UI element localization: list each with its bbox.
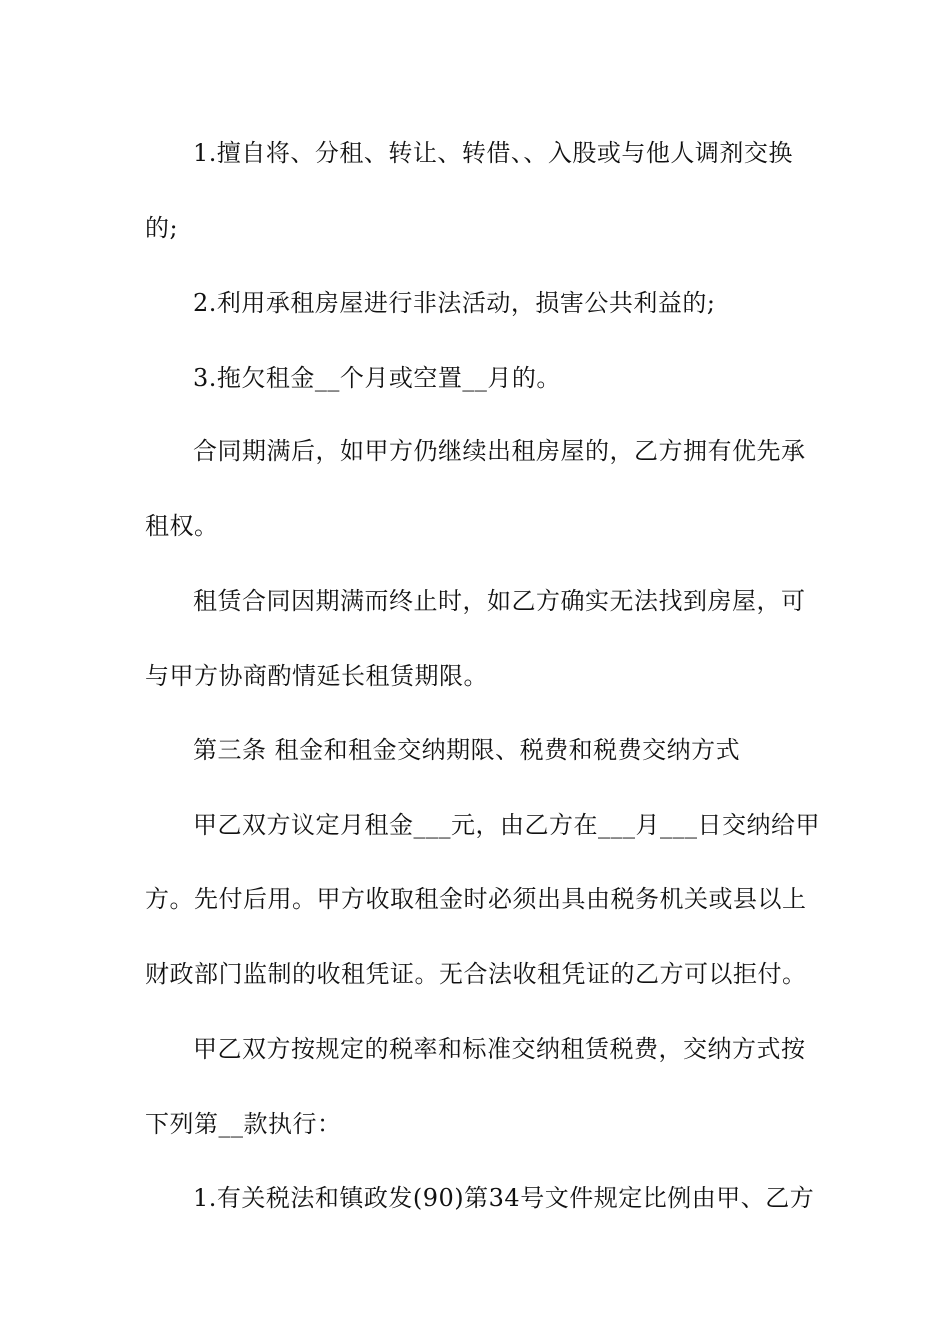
paragraph-renewal-line-1: 合同期满后，如甲方仍继续出租房屋的，乙方拥有优先承 — [193, 437, 806, 465]
clause-item-1-line-2: 的; — [145, 214, 179, 242]
paragraph-rent-line-1: 甲乙双方议定月租金___元，由乙方在___月___日交纳给甲 — [193, 811, 820, 839]
paragraph-extension-line-2: 与甲方协商酌情延长租赁期限。 — [145, 662, 488, 690]
paragraph-renewal-line-2: 租权。 — [145, 512, 219, 540]
paragraph-tax-line-1: 甲乙双方按规定的税率和标准交纳租赁税费，交纳方式按 — [193, 1035, 806, 1063]
paragraph-rent-line-3: 财政部门监制的收租凭证。无合法收租凭证的乙方可以拒付。 — [145, 960, 807, 988]
article-three-heading: 第三条 租金和租金交纳期限、税费和税费交纳方式 — [193, 736, 741, 764]
paragraph-rent-line-2: 方。先付后用。甲方收取租金时必须出具由税务机关或县以上 — [145, 885, 807, 913]
clause-item-1-line-1: 1.擅自将、分租、转让、转借、、入股或与他人调剂交换 — [193, 139, 793, 167]
clause-item-3: 3.拖欠租金__个月或空置__月的。 — [193, 364, 561, 392]
tax-item-1: 1.有关税法和镇政发(90)第34号文件规定比例由甲、乙方 — [193, 1184, 815, 1212]
paragraph-extension-line-1: 租赁合同因期满而终止时，如乙方确实无法找到房屋，可 — [193, 587, 806, 615]
clause-item-2: 2.利用承租房屋进行非法活动，损害公共利益的; — [193, 289, 716, 317]
paragraph-tax-line-2: 下列第__款执行： — [145, 1110, 342, 1138]
